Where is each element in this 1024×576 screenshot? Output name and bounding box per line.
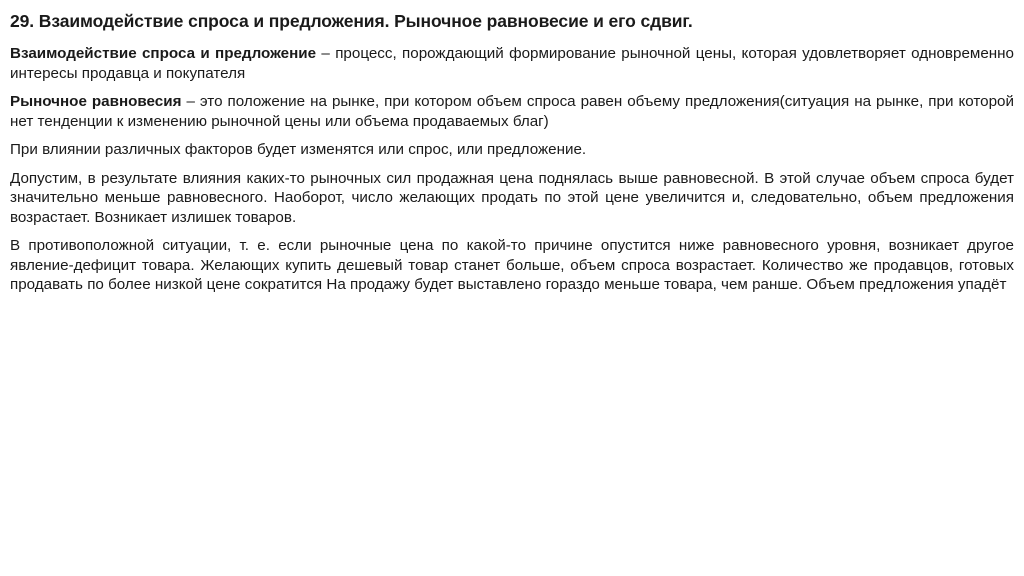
paragraph-definition-equilibrium <box>10 92 1014 131</box>
paragraph-factors: При влиянии различных факторов будет изменятся или спрос, или предложение. <box>10 141 587 158</box>
paragraph-surplus: Допустим, в результате влияния каких-то рыночных сил продажная цена поднялась выше равновесной. В этой случае объем спроса будет значительно меньше равновесного. Наоборот, число желающих продать по этой цене увеличится и, следовательно, объем предложения возрастает. Возникает излишек товаров. <box>10 169 1014 226</box>
paragraph-deficit: В противоположной ситуации, т. е. если рыночные цена по какой-то причине опустится ниже равновесного уровня, возникает другое явление-дефицит товара. Желающих купить дешевый товар станет больше, объем спроса возрастает. Количество же продавцов, готовых продавать по более низкой цене сократится На продажу будет выставлено гораздо меньше товара, чем ранше. Объем предложения упадёт <box>10 237 1014 293</box>
paragraph-definition-interaction <box>10 44 1014 83</box>
term-interaction: Взаимодействие спроса и предложение <box>10 45 317 62</box>
definition-interaction: – процесс, порождающий формирование рыночной цены, которая удовлетворяет одновременно интересы продавца и покупателя <box>10 45 1015 82</box>
definition-equilibrium: – это положение на рынке, при котором объем спроса равен объему предложения(ситуация на рынке, при которой нет тенденции к изменению рыночной цены или объема продаваемых благ) <box>10 93 1014 130</box>
slide-title: 29. Взаимодействие спроса и предложения. Рыночное равновесие и его сдвиг. <box>10 11 693 31</box>
term-equilibrium: Рыночное равновесия <box>10 93 182 110</box>
